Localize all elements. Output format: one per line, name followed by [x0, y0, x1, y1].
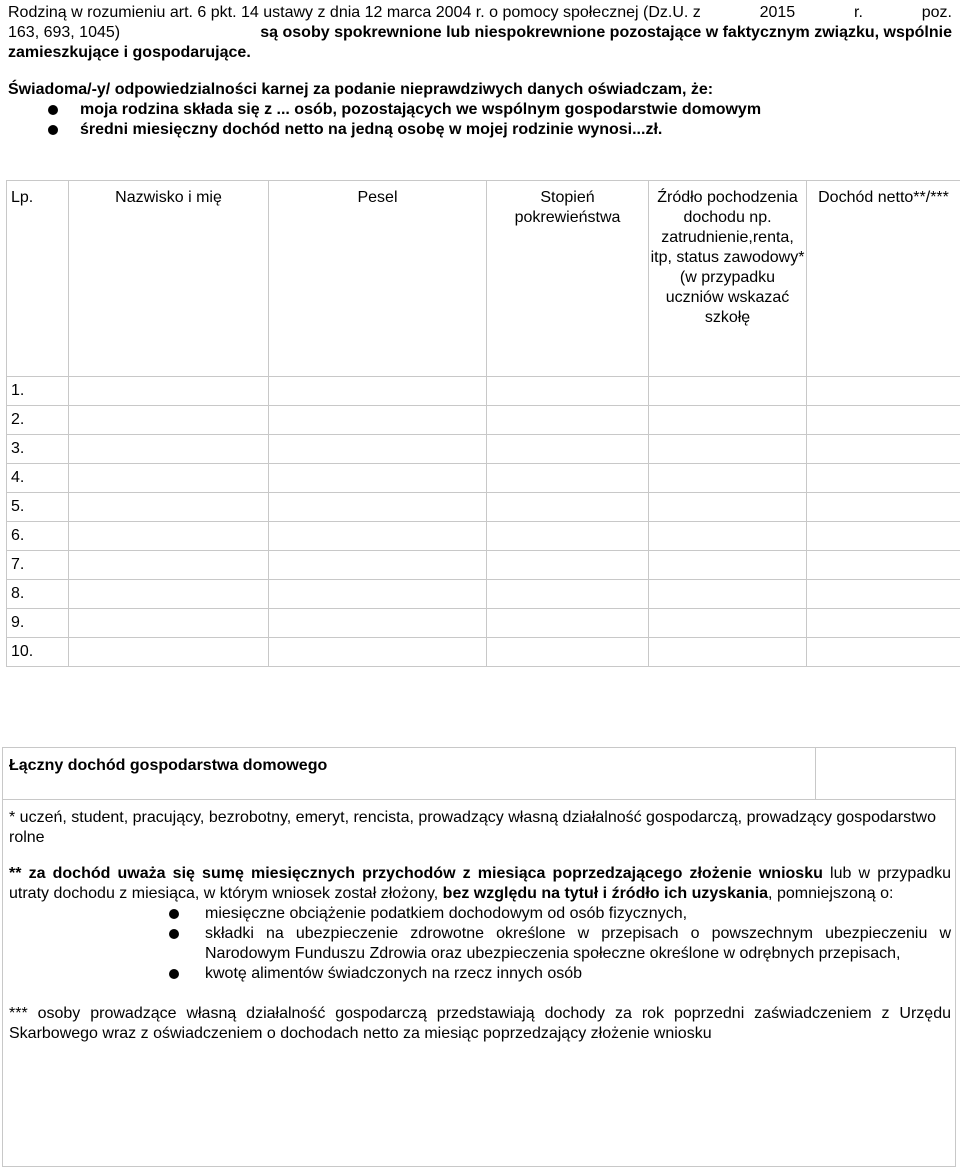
cell-lp: 2. [7, 406, 69, 435]
footnote-income-normal-a: lub w przypadku utraty dochodu z miesiąca, w którym wniosek został złożony, [9, 865, 952, 902]
intro-year: 2015 [759, 4, 796, 21]
table-body [7, 377, 960, 667]
cell-lp: 4. [7, 464, 69, 493]
table-row [7, 464, 960, 493]
deduction-tax [9, 904, 951, 924]
header-income-source: Źródło pochodzenia dochodu np. zatrudnienie,renta, itp, status zawodowy* (w przypadku uczniów wskazać szkołę [649, 181, 807, 377]
cell-income-source[interactable] [649, 609, 807, 638]
bullet-icon [169, 909, 179, 919]
table-row [7, 435, 960, 464]
cell-net-income[interactable] [807, 609, 960, 638]
cell-relation[interactable] [487, 638, 649, 667]
table-row [7, 609, 960, 638]
cell-name[interactable] [69, 377, 269, 406]
cell-pesel[interactable] [269, 551, 487, 580]
cell-relation[interactable] [487, 580, 649, 609]
cell-net-income[interactable] [807, 435, 960, 464]
cell-net-income[interactable] [807, 551, 960, 580]
footnote-income-definition [9, 864, 951, 904]
declaration-item-household-text: moja rodzina składa się z ... osób, pozostających we wspólnym gospodarstwie domowym [80, 101, 762, 118]
cell-net-income[interactable] [807, 464, 960, 493]
cell-lp: 7. [7, 551, 69, 580]
cell-net-income[interactable] [807, 580, 960, 609]
cell-net-income[interactable] [807, 522, 960, 551]
header-relation: Stopień pokrewieństwa [487, 181, 649, 377]
cell-pesel[interactable] [269, 377, 487, 406]
table-row [7, 638, 960, 667]
table-row [7, 493, 960, 522]
intro-line-2-bold: są osoby spokrewnione lub niespokrewnione pozostające w faktycznym związku, wspólnie [260, 24, 952, 41]
cell-pesel[interactable] [269, 493, 487, 522]
cell-relation[interactable] [487, 493, 649, 522]
bullet-icon [169, 929, 179, 939]
footnote-status: * uczeń, student, pracujący, bezrobotny, emeryt, rencista, prowadzący własną działalność gospodarczą, prowadzący gospodarstwo rolne [9, 809, 936, 846]
cell-income-source[interactable] [649, 377, 807, 406]
table-row [7, 406, 960, 435]
cell-income-source[interactable] [649, 493, 807, 522]
intro-line-2 [8, 23, 952, 43]
declaration-item-income-text: średni miesięczny dochód netto na jedną osobę w mojej rodzinie wynosi...zł. [80, 121, 663, 138]
bullet-icon [169, 969, 179, 979]
intro-line-1 [8, 3, 952, 23]
cell-pesel[interactable] [269, 522, 487, 551]
table-header-row [7, 181, 960, 377]
footnote-income-bold-b: bez względu na tytuł i źródło ich uzyskania [438, 885, 769, 902]
cell-name[interactable] [69, 609, 269, 638]
cell-relation[interactable] [487, 406, 649, 435]
cell-income-source[interactable] [649, 580, 807, 609]
intro-poz: poz. [921, 4, 952, 21]
deduction-alimony-text: kwotę alimentów świadczonych na rzecz innych osób [205, 965, 583, 982]
cell-pesel[interactable] [269, 435, 487, 464]
deduction-tax-text: miesięczne obciążenie podatkiem dochodowym od osób fizycznych, [205, 905, 688, 922]
cell-income-source[interactable] [649, 522, 807, 551]
bullet-icon [48, 125, 58, 135]
footnote-income-normal-b: , pomniejszoną o: [768, 885, 894, 902]
cell-name[interactable] [69, 551, 269, 580]
cell-name[interactable] [69, 464, 269, 493]
bullet-icon [48, 105, 58, 115]
cell-net-income[interactable] [807, 638, 960, 667]
cell-lp: 1. [7, 377, 69, 406]
cell-name[interactable] [69, 493, 269, 522]
cell-lp: 8. [7, 580, 69, 609]
cell-relation[interactable] [487, 377, 649, 406]
cell-income-source[interactable] [649, 464, 807, 493]
cell-relation[interactable] [487, 464, 649, 493]
intro-line-1-text: Rodziną w rozumieniu art. 6 pkt. 14 ustawy z dnia 12 marca 2004 r. o pomocy społecznej (Dz.U. z [8, 4, 701, 21]
table-row [7, 522, 960, 551]
intro-line-3-bold: zamieszkujące i gospodarujące. [8, 44, 251, 61]
cell-relation[interactable] [487, 551, 649, 580]
footnote-deductions-list [9, 904, 951, 984]
cell-pesel[interactable] [269, 609, 487, 638]
declaration [8, 80, 952, 140]
footnotes [9, 808, 951, 1044]
cell-lp: 3. [7, 435, 69, 464]
cell-lp: 6. [7, 522, 69, 551]
cell-pesel[interactable] [269, 580, 487, 609]
cell-pesel[interactable] [269, 464, 487, 493]
declaration-item-household [8, 100, 952, 120]
table-row [7, 580, 960, 609]
table-row [7, 551, 960, 580]
household-total-row [3, 748, 955, 800]
header-pesel: Pesel [269, 181, 487, 377]
footnote-business: *** osoby prowadzące własną działalność gospodarczą przedstawiają dochody za rok poprzedni zaświadczeniem z Urzędu Skarbowego wraz z oświadczeniem o dochodach netto za miesiąc poprzedzający złożenie wniosku [9, 1005, 951, 1042]
cell-relation[interactable] [487, 609, 649, 638]
cell-relation[interactable] [487, 522, 649, 551]
cell-name[interactable] [69, 435, 269, 464]
cell-pesel[interactable] [269, 406, 487, 435]
cell-lp: 10. [7, 638, 69, 667]
cell-income-source[interactable] [649, 551, 807, 580]
cell-lp: 5. [7, 493, 69, 522]
declaration-item-income [8, 120, 952, 140]
table-row [7, 377, 960, 406]
cell-pesel[interactable] [269, 638, 487, 667]
totals-and-notes-box [2, 747, 956, 1167]
family-definition [8, 3, 952, 63]
intro-line-3 [8, 43, 952, 63]
cell-name[interactable] [69, 406, 269, 435]
family-members-table [6, 180, 960, 667]
household-total-label: Łączny dochód gospodarstwa domowego [9, 757, 328, 774]
header-lp: Lp. [7, 181, 69, 377]
intro-line-2-normal: 163, 693, 1045) [8, 24, 121, 41]
deduction-alimony [9, 964, 951, 984]
cell-income-source[interactable] [649, 406, 807, 435]
cell-income-source[interactable] [649, 638, 807, 667]
cell-net-income[interactable] [807, 377, 960, 406]
cell-lp: 9. [7, 609, 69, 638]
deduction-insurance [9, 924, 951, 964]
cell-relation[interactable] [487, 435, 649, 464]
header-net-income: Dochód netto**/*** [807, 181, 960, 377]
cell-name[interactable] [69, 580, 269, 609]
cell-income-source[interactable] [649, 435, 807, 464]
header-name: Nazwisko i mię [69, 181, 269, 377]
household-total-field[interactable] [815, 748, 957, 799]
cell-name[interactable] [69, 638, 269, 667]
cell-name[interactable] [69, 522, 269, 551]
cell-net-income[interactable] [807, 493, 960, 522]
cell-net-income[interactable] [807, 406, 960, 435]
deduction-insurance-text: składki na ubezpieczenie zdrowotne określone w przepisach o powszechnym ubezpieczeniu w Narodowym Funduszu Zdrowia oraz ubezpieczenia społeczne określone w odrębnych przepisach, [205, 925, 951, 962]
declaration-list [8, 100, 952, 140]
intro-r: r. [854, 4, 863, 21]
footnote-income-bold-a: ** za dochód uważa się sumę miesięcznych przychodów z miesiąca poprzedzającego złożenie wniosku [9, 865, 823, 882]
declaration-heading: Świadoma/-y/ odpowiedzialności karnej za podanie nieprawdziwych danych oświadczam, że: [8, 81, 714, 98]
